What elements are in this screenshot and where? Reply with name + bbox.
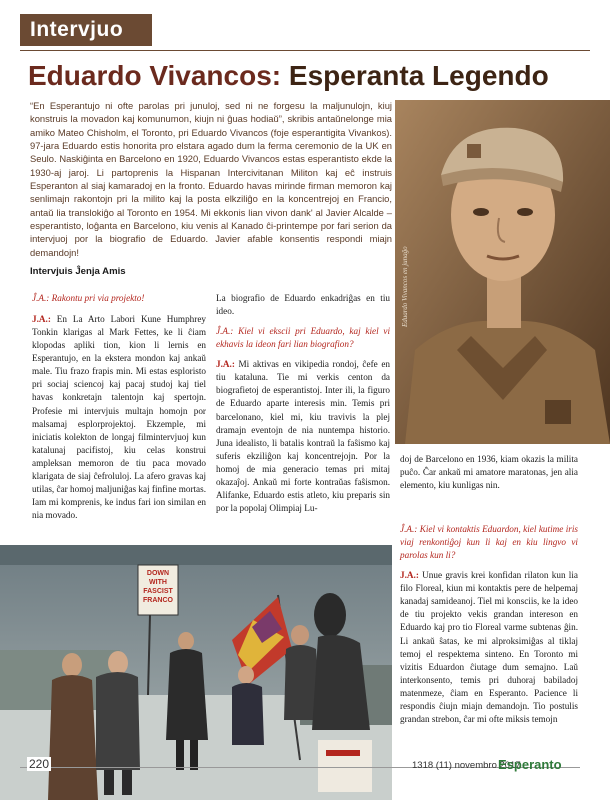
demonstration-photo — [0, 545, 392, 800]
answer-1-continued: La biografio de Eduardo enkadriĝas en tiu ideo. — [216, 293, 390, 317]
question-2: Ĵ.A.: Kiel vi ekscii pri Eduardo, kaj kiel vi ekhavis la ideon fari lian biografion? — [216, 326, 390, 350]
answer-1-label: J.A.: — [32, 314, 51, 325]
answer-2-label: J.A.: — [216, 359, 235, 370]
answer-1-text: En La Arto Labori Kune Humphrey Tonkin klarigas al Mark Fettes, ke li ĉiam klopodas apliki tion, kion li lernis en Esperantujo, en la ekstera mondon kaj ankaŭ male. Tiu frazo frapis min. Mi estas esploristo pri sociaj sciencoj kaj pacaj studoj kaj tiel havas konkretajn talentojn kaj spertojn. Profesie mi intervjuis multajn homojn por malsamaj esplorprojektoj. Ekzemple, mi iniciatis kolekton de longaj filmintervjuoj kun katalunaj pacifistoj, kiu celas konstrui ampleksan memoron de tiu paca movado klarigata de siaj ĉefroluloj. La afero gravas kaj utilas, ĉar homoj maljuniĝas kaj finfine mortas. Iam mi komprenis, ke indus fari ion similan en nia movado. — [32, 314, 207, 520]
answer-3-text: Unue gravis krei konfidan rilaton kun lia filo Floreal, kiun mi kontaktis pere de helpemaj kanadaj samideanoj. Tiel mi konsciis, ke la ideo de tiu projekto vekis grandan intereson en Eduardo kaj pro tio Floreal varme subtenas ĝin. Li ankaŭ ŝatas, ke mi alproksimiĝas al tiklaj temoj el respektema sinteno. En Toronto mi vizitis Eduardon ĉiutage dum semajno. Laŭ interkonsento, temis pri duhoraj babiladoj matenmeze, ĉiam en Esperanto. Pacience li respondis ĉiujn miajn demandojn. Tio postulis grandan strebon, ĉar mi ofte miksis temojn — [400, 570, 578, 724]
demo-sign-text: DOWN WITH FASCIST FRANCO — [143, 570, 173, 604]
column-3 — [400, 523, 578, 726]
headline-name: Eduardo Vivancos: — [28, 60, 282, 91]
column-2 — [216, 292, 390, 515]
answer-3 — [400, 569, 578, 726]
portrait-illustration — [395, 100, 610, 444]
portrait-photo — [395, 100, 610, 444]
demonstration-illustration — [0, 545, 392, 800]
question-3: Ĵ.A.: Kiel vi kontaktis Eduardon, kiel kutime iris viaj renkontiĝoj kun li kaj en kiu lingvo vi parolas kun li? — [400, 524, 578, 561]
section-label: Intervjuo — [20, 14, 152, 46]
header-rule — [20, 50, 590, 51]
answer-3-label: J.A.: — [400, 570, 419, 581]
headline-subtitle: Esperanta Legendo — [281, 60, 549, 91]
answer-1 — [32, 313, 206, 522]
lead-author: Intervjuis Ĵenja Amis — [30, 266, 126, 277]
question-1: Ĵ.A.: Rakontu pri via projekto! — [32, 293, 145, 303]
page-number: 220 — [29, 757, 50, 771]
portrait-caption: Eduardo Vivancos en junaĝo — [401, 246, 409, 327]
lead-paragraph: “En Esperantujo ni ofte parolas pri junuloj, sed ni ne forgesu la maljunulojn, kiuj konstruis la movadon kaj komunumon, kiujn ni ĝuas hodiaŭ”, skribis antaŭnelonge mia amiko Mateo Chisholm, el Toronto, pri Eduardo Vivancos (foje esperantigita Vivankos). 97-jara Eduardo estis honorita pro elstara agado dum la ferma ceremonio de la UK en Seulo. Naskiĝinta en Barcelono en 1920, Eduardo Vivancos estas esperantisto ekde la 1930-aj jaroj. Li partoprenis la Hispanan Intercivitanan Militon kaj eĉ instruis Esperanton al siaj kamaradoj en la fronto. Eduardo havas mirinde firman memoron kaj senlimajn rakontojn pri la milito kaj la posta elkziliĝo en la koncentrejoj en Francio, antaŭ lia translokiĝo al Toronto en 1954. Mi ekkonis lian vivon dank' al Javier Alcalde – esperantisto, loĝanta en Barcelono, kiu venis al Kanado ĉi-printempe por fari serion da intervjuoj por la biografio de Eduardo. Javier afable konsentis respondi miajn demandojn! — [30, 100, 392, 258]
article-headline — [28, 60, 588, 92]
magazine-name: Esperanto — [498, 757, 562, 772]
answer-2 — [216, 358, 390, 515]
answer-2-text: Mi aktivas en vikipedia rondoj, ĉefe en tiu katalunа. Tie mi verkis centon da biografietoj de esperantistoj. Inter ili, la figuro de Eduardo aparte interesis min. Temis pri barcelonano, kiel mi, kiu travivis la plej dramajn eventojn de nia nuntempa historio. Juna idealisto, li batalis kontraŭ la faŝismo kaj suferis ekziliĝon kaj koncentrejojn. Por la homoj de mia generacio temas pri mitaj okazaĵoj. Ankaŭ mi forte kontraŭas faŝismon. Alifanke, Eduardo estis atleto, kiu preparis sin por la popolaj Olimpiaj Lu- — [216, 359, 390, 513]
issue-info: 1318 (11) novembro 2017 — [412, 760, 521, 771]
column-1 — [32, 292, 206, 522]
column-3-upper — [400, 453, 578, 492]
answer-2-continued: doj de Barcelono en 1936, kiam okazis la milita puĉo. Ĉar ankaŭ mi amatore maratonas, jen alia elemento, kiu kunligas nin. — [400, 454, 578, 491]
